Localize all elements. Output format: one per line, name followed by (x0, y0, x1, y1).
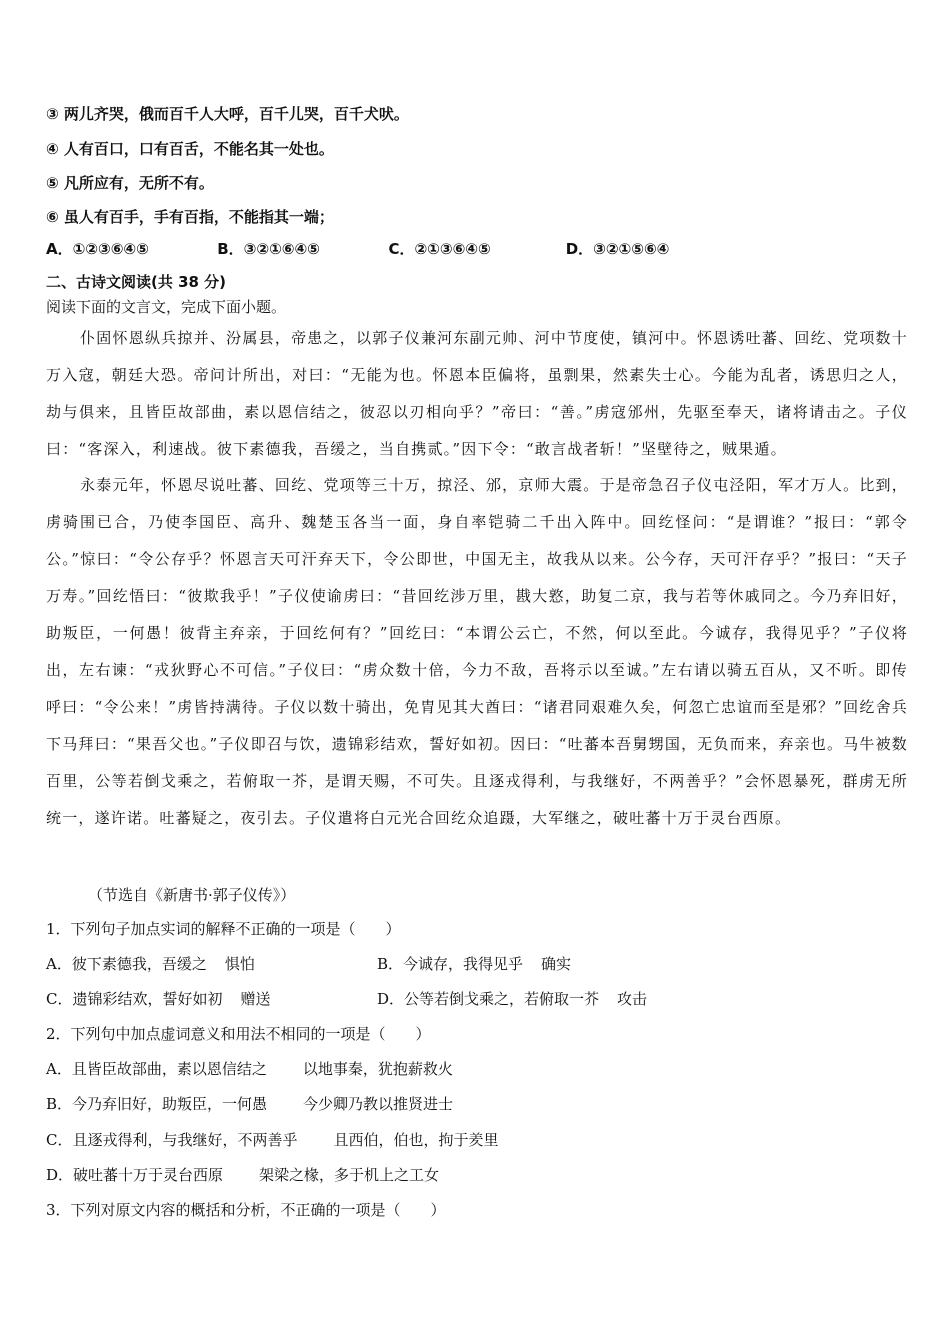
question-2-option-d[interactable] (46, 1164, 439, 1185)
option-letter: B． (46, 1095, 73, 1113)
option-compare: 且西伯，伯也，拘于羑里 (333, 1131, 499, 1149)
order-option-b[interactable]: B．③②①⑥④⑤ (217, 240, 320, 258)
question-2-option-b[interactable] (46, 1093, 453, 1114)
option-sentence: 今乃弃旧好，助叛臣，一何愚 (72, 1095, 268, 1113)
option-sentence: 破吐蕃十万于灵台西原 (73, 1166, 224, 1184)
option-letter: C． (46, 1131, 73, 1149)
option-sentence: 遗锦彩结欢，誓好如初 (72, 990, 223, 1008)
option-gloss: 确实 (541, 955, 572, 973)
question-1-option-c[interactable] (46, 988, 271, 1009)
option-compare: 今少卿乃教以推贤进士 (303, 1095, 454, 1113)
order-options (46, 238, 669, 259)
option-gloss: 惧怕 (224, 955, 255, 973)
question-1-option-b[interactable] (377, 953, 571, 974)
option-letter: C． (46, 990, 73, 1008)
order-option-c[interactable]: C．②①③⑥④⑤ (388, 240, 491, 258)
section-title: 二、古诗文阅读(共 38 分) (46, 273, 227, 291)
passage-paragraph-2: 永泰元年，怀恩尽说吐蕃、回纥、党项等三十万，掠泾、邠，京师大震。于是帝急召子仪屯泾阳，军才万人。比到，虏骑围已合，乃使李国臣、高升、魏楚玉各当一面，身自率铠骑二千出入阵中。回纥怪问：“是谓谁？”报曰：“郭令公。”惊曰：“令公存乎？怀恩言天可汗弃天下，令公即世，中国无主，故我从以来。公今存，天可汗存乎？”报曰：“天子万寿。”回纥悟曰：“彼欺我乎！”子仪使谕虏曰：“昔回纥涉万里，戡大憝，助复二京，我与若等休戚同之。今乃弃旧好，助叛臣，一何愚！彼背主弃亲，于回纥何有？”回纥曰：“本谓公云亡，不然，何以至此。今诚存，我得见乎？”子仪将出，左右谏：“戎狄野心不可信。”子仪曰：“虏众数十倍，今力不敌，吾将示以至诚。”左右请以骑五百从，又不听。即传呼曰：“令公来！”虏皆持满待。子仪以数十骑出，免胄见其大酋曰：“诸君同艰难久矣，何忽亡忠谊而至是邪？”回纥舍兵下马拜曰：“果吾父也。”子仪即召与饮，遗锦彩结欢，誓好如初。因曰：“吐蕃本吾舅甥国，无负而来，弃亲也。马牛被数百里，公等若倒戈乘之，若俯取一芥，是谓天赐，不可失。且逐戎得利，与我继好，不两善乎？”会怀恩暴死，群虏无所统一，遂许诺。吐蕃疑之，夜引去。子仪遣将白元光合回纥众追蹑，大军继之，破吐蕃十万于灵台西原。 (46, 476, 908, 827)
sentence-6: ⑥ 虽人有百手，手有百指，不能指其一端； (46, 208, 334, 226)
question-2-stem: 2．下列句中加点虚词意义和用法不相同的一项是（ ） (46, 1025, 431, 1043)
sentence-4: ④ 人有百口，口有百舌，不能名其一处也。 (46, 140, 334, 158)
passage-source: （节选自《新唐书·郭子仪传》） (88, 886, 296, 904)
option-gloss: 赠送 (240, 990, 271, 1008)
section-instruction: 阅读下面的文言文，完成下面小题。 (46, 298, 287, 316)
question-2-option-c[interactable] (46, 1129, 499, 1150)
question-2-option-a[interactable] (46, 1058, 453, 1079)
question-1-option-a[interactable] (46, 953, 255, 974)
order-option-d[interactable]: D．③②①⑤⑥④ (565, 240, 670, 258)
option-letter: D． (377, 990, 405, 1008)
option-sentence: 今诚存，我得见乎 (403, 955, 524, 973)
sentence-5: ⑤ 凡所应有，无所不有。 (46, 174, 214, 192)
question-1-option-d[interactable] (377, 988, 647, 1009)
option-compare: 架梁之椽，多于机上之工女 (259, 1166, 440, 1184)
option-sentence: 且皆臣故部曲，素以恩信结之 (71, 1060, 267, 1078)
order-option-a[interactable]: A．①②③⑥④⑤ (46, 240, 149, 258)
option-sentence: 彼下素德我，吾缓之 (71, 955, 207, 973)
passage-paragraph-1: 仆固怀恩纵兵掠并、汾属县，帝患之，以郭子仪兼河东副元帅、河中节度使，镇河中。怀恩诱吐蕃、回纥、党项数十万入寇，朝廷大恐。帝问计所出，对曰：“无能为也。怀恩本臣偏将，虽剽果，然素失士心。今能为乱者，诱思归之人，劫与俱来，且皆臣故部曲，素以恩信结之，彼忍以刃相向乎？”帝曰：“善。”虏寇邠州，先驱至奉天，诸将请击之。子仪曰：“客深入，利速战。彼下素德我，吾缓之，当自携贰。”因下令：“敢言战者斩！”坚壁待之，贼果遁。 (46, 329, 908, 458)
option-letter: D． (46, 1166, 74, 1184)
sentence-3: ③ 两儿齐哭，俄而百千人大呼，百千儿哭，百千犬吠。 (46, 105, 409, 123)
option-letter: A． (46, 955, 72, 973)
option-gloss: 攻击 (617, 990, 648, 1008)
option-letter: A． (46, 1060, 72, 1078)
question-3-stem: 3．下列对原文内容的概括和分析，不正确的一项是（ ） (46, 1201, 446, 1219)
option-sentence: 公等若倒戈乘之，若俯取一芥 (404, 990, 600, 1008)
option-sentence: 且逐戎得利，与我继好，不两善乎 (72, 1131, 298, 1149)
option-compare: 以地事秦，犹抱薪救火 (302, 1060, 453, 1078)
option-letter: B． (377, 955, 404, 973)
question-1-stem: 1．下列句子加点实词的解释不正确的一项是（ ） (46, 920, 401, 938)
